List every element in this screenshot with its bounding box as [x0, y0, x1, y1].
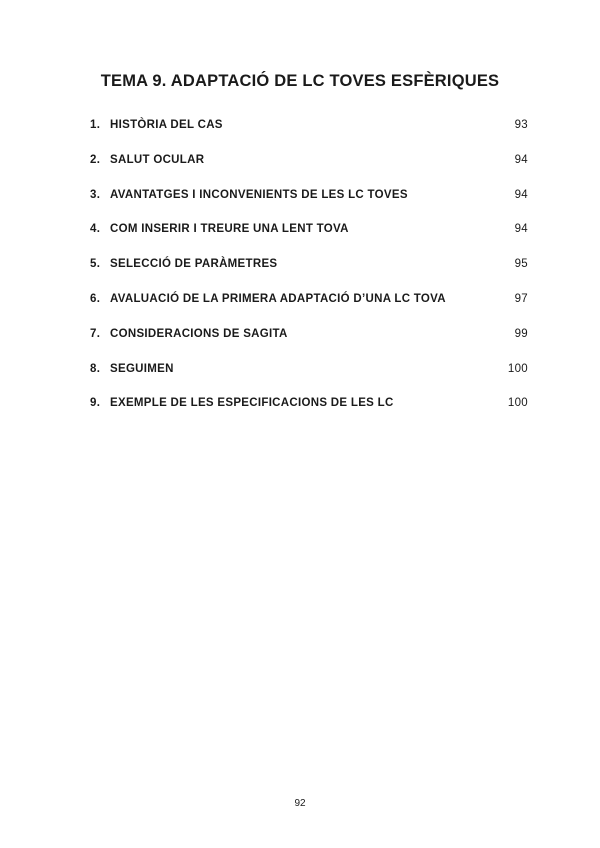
toc-entry-title: SEGUIMEN — [110, 362, 174, 375]
toc-entry-number: 8. — [90, 362, 101, 375]
toc-entry-title: CONSIDERACIONS DE SAGITA — [110, 327, 288, 340]
toc-entry-number: 6. — [90, 292, 101, 305]
toc-entry-title: AVALUACIÓ DE LA PRIMERA ADAPTACIÓ D’UNA LC TOVA — [110, 292, 446, 305]
toc-entry-page: 93 — [514, 119, 528, 131]
toc-entry-title: HISTÒRIA DEL CAS — [110, 119, 223, 131]
toc-entry — [90, 397, 528, 432]
toc-entry — [90, 189, 528, 224]
page-number: 92 — [294, 798, 306, 809]
toc-entry — [90, 154, 528, 189]
toc-entry — [90, 293, 528, 328]
toc-entry-page: 100 — [507, 362, 528, 375]
page-title: TEMA 9. ADAPTACIÓ DE LC TOVES ESFÈRIQUES — [100, 72, 500, 90]
toc-entry-page: 100 — [507, 397, 528, 410]
toc-entry — [90, 363, 528, 398]
toc-entry-number: 3. — [90, 188, 101, 201]
toc-entry-page: 95 — [514, 258, 528, 271]
toc-entry-page: 94 — [514, 188, 528, 201]
toc-entry-page: 99 — [514, 327, 528, 340]
toc-entry-number: 4. — [90, 223, 101, 236]
toc-entry-number: 9. — [90, 397, 101, 410]
toc-entry — [90, 258, 528, 293]
toc-entry-number: 7. — [90, 327, 101, 340]
table-of-contents — [90, 119, 528, 432]
toc-entry-title: EXEMPLE DE LES ESPECIFICACIONS DE LES LC — [110, 397, 394, 410]
toc-entry-number: 5. — [90, 258, 101, 271]
toc-entry-page: 94 — [514, 153, 528, 166]
toc-entry-number: 2. — [90, 153, 101, 166]
toc-entry-page: 97 — [514, 292, 528, 305]
toc-entry-title: SALUT OCULAR — [110, 153, 205, 166]
toc-entry-number: 1. — [90, 119, 101, 131]
toc-entry-title: COM INSERIR I TREURE UNA LENT TOVA — [110, 223, 349, 236]
toc-entry — [90, 223, 528, 258]
toc-entry-page: 94 — [514, 223, 528, 236]
toc-entry-title: AVANTATGES I INCONVENIENTS DE LES LC TOVES — [110, 188, 408, 201]
toc-entry-title: SELECCIÓ DE PARÀMETRES — [110, 258, 278, 271]
toc-entry — [90, 328, 528, 363]
toc-entry — [90, 119, 528, 154]
